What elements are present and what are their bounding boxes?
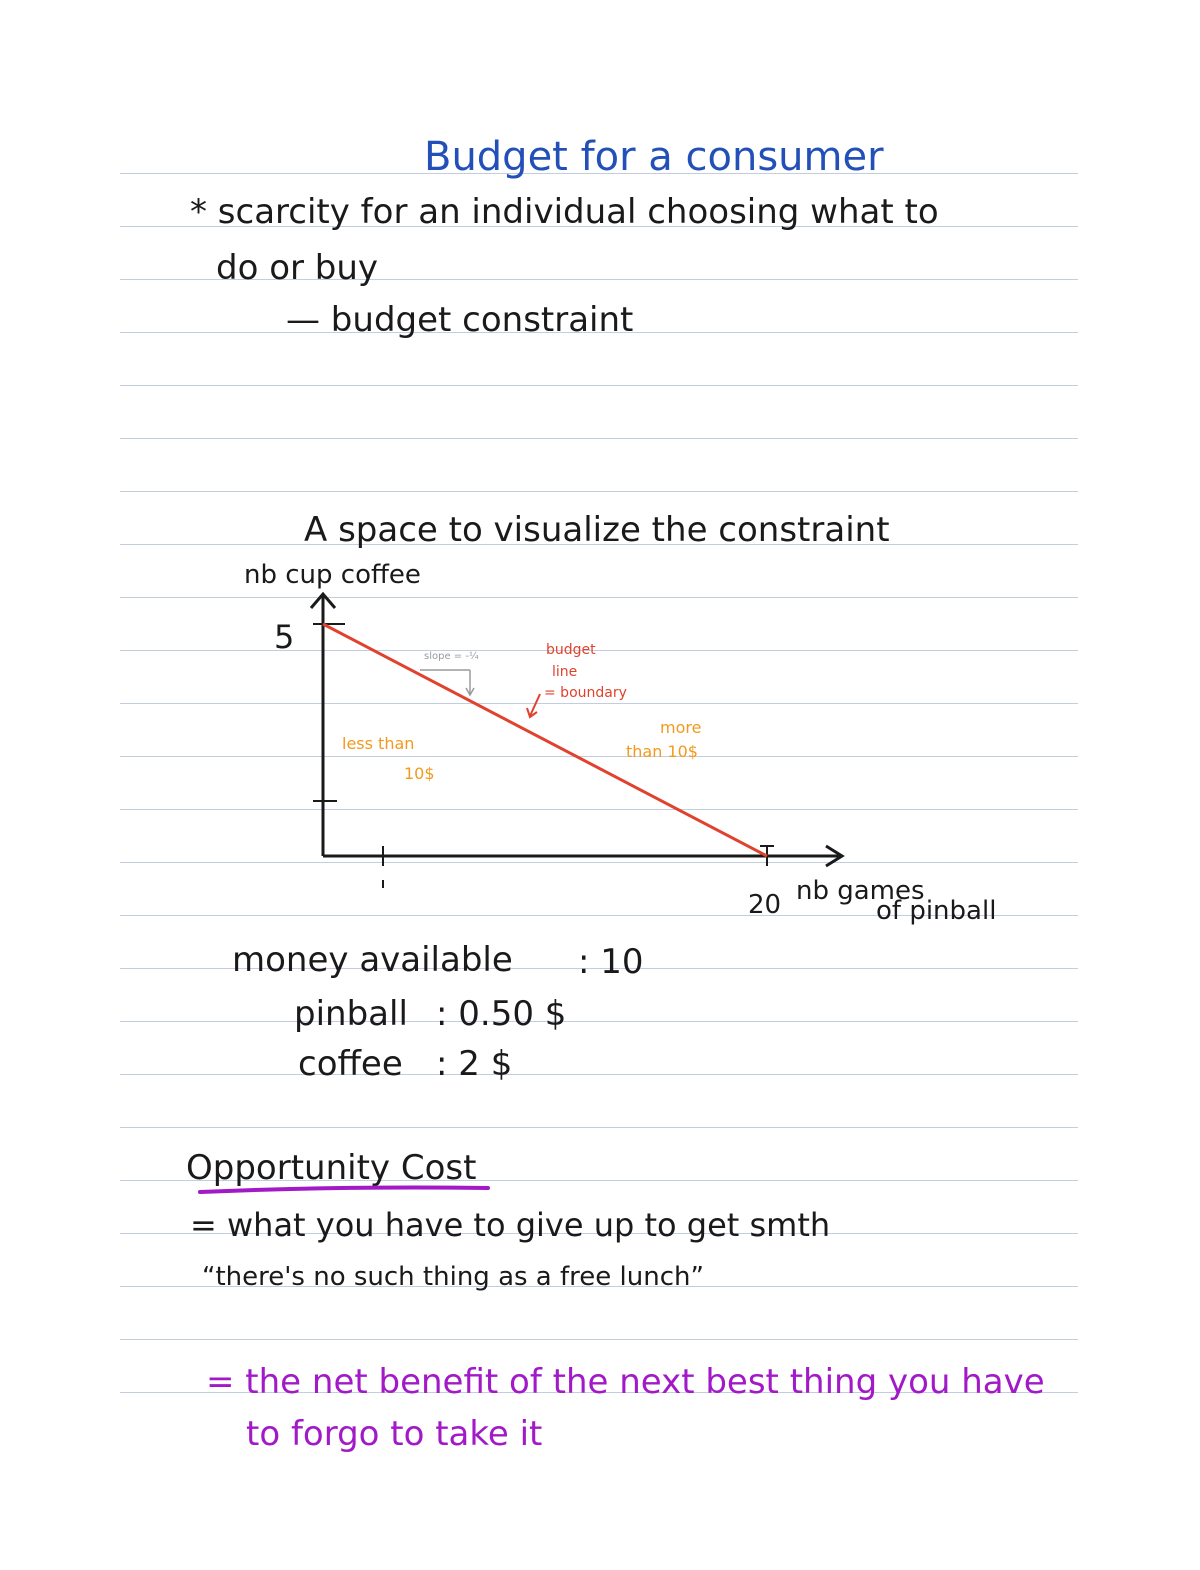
heading-underline-stroke — [200, 1188, 488, 1193]
note-scarcity: * scarcity for an individual choosing what to — [190, 192, 939, 232]
x-tick-label: 20 — [748, 890, 782, 920]
budget-line-label: budget — [546, 642, 596, 658]
pinball-price-value: : 0.50 $ — [436, 994, 567, 1034]
coffee-price-value: : 2 $ — [436, 1044, 513, 1084]
money-available-label: money available — [232, 940, 513, 980]
note-budget-constraint: — budget constraint — [286, 300, 634, 340]
x-axis-label: nb games — [796, 876, 925, 906]
region-below-value: 10$ — [404, 764, 435, 783]
budget-line-label-2: line — [552, 664, 578, 680]
y-axis-label: nb cup coffee — [244, 560, 421, 590]
opportunity-definition-2: = the net benefit of the next best thing you have — [206, 1362, 1045, 1402]
y-tick-label: 5 — [274, 618, 295, 656]
free-lunch-quote: “there's no such thing as a free lunch” — [202, 1262, 704, 1292]
coffee-price-label: coffee — [298, 1044, 403, 1084]
opportunity-definition-2-cont: to forgo to take it — [246, 1414, 543, 1454]
region-above-value: than 10$ — [626, 742, 698, 761]
pinball-price-label: pinball — [294, 994, 408, 1034]
x-axis-label-2: of pinball — [876, 896, 997, 926]
page-title: Budget for a consumer — [424, 134, 884, 180]
slope-note: slope = -¼ — [424, 651, 479, 662]
region-below-label: less than — [342, 734, 415, 753]
graph-heading: A space to visualize the constraint — [304, 510, 890, 550]
opportunity-definition: = what you have to give up to get smth — [190, 1206, 831, 1244]
budget-line-label-3: = boundary — [544, 685, 627, 701]
region-above-label: more — [660, 718, 702, 737]
opportunity-cost-heading: Opportunity Cost — [186, 1148, 477, 1188]
money-available-value: : 10 — [578, 942, 644, 982]
note-scarcity-cont: do or buy — [216, 248, 379, 288]
